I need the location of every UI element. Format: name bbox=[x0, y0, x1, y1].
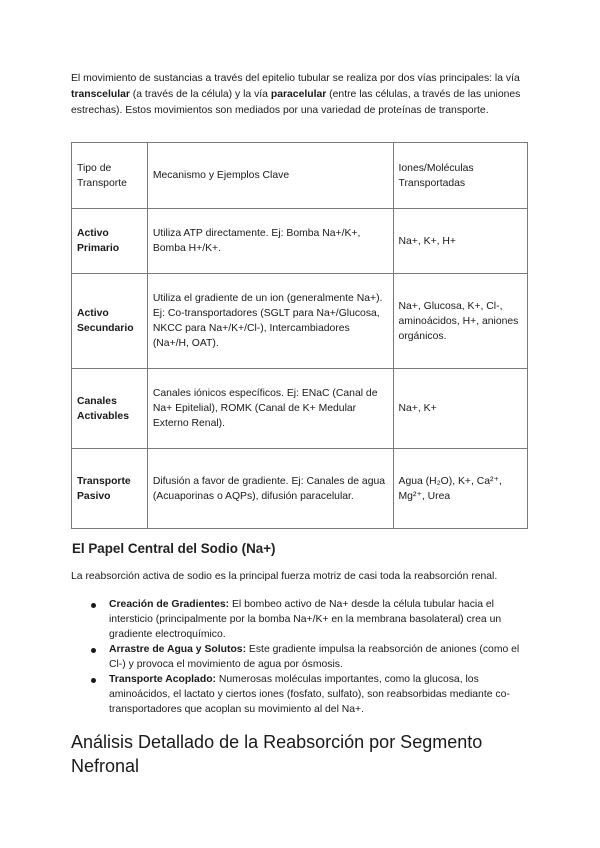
intro-bold-transcelular: transcelular bbox=[71, 89, 130, 100]
transport-table bbox=[71, 142, 528, 529]
row-mechanism: Canales iónicos específicos. Ej: ENaC (Canal de Na+ Epitelial), ROMK (Canal de K+ Medular Externo Renal). bbox=[147, 369, 393, 449]
list-item bbox=[71, 672, 529, 717]
intro-paragraph bbox=[71, 71, 529, 119]
bullet-text: Este gradiente impulsa la reabsorción de aniones (como el Cl-) y provoca el movimiento de agua por ósmosis. bbox=[109, 644, 520, 670]
sodium-bullet-list bbox=[71, 597, 529, 717]
table-row bbox=[72, 274, 528, 369]
header-cell-iones: Iones/Moléculas Transportadas bbox=[393, 143, 527, 209]
row-ions: Na+, K+, H+ bbox=[393, 209, 527, 274]
row-mechanism: Utiliza ATP directamente. Ej: Bomba Na+/K+, Bomba H+/K+. bbox=[147, 209, 393, 274]
table-row bbox=[72, 369, 528, 449]
bullet-text: El bombeo activo de Na+ desde la célula tubular hacia el intersticio (principalmente por la bomba Na+/K+ en la membrana basolateral) crea un gradiente electroquímico. bbox=[109, 599, 502, 640]
sodium-heading: El Papel Central del Sodio (Na+) bbox=[72, 541, 276, 556]
sodium-lead-paragraph: La reabsorción activa de sodio es la principal fuerza motriz de casi toda la reabsorción renal. bbox=[71, 571, 498, 582]
header-cell-mecanismo: Mecanismo y Ejemplos Clave bbox=[147, 143, 393, 209]
row-type: Canales Activables bbox=[72, 369, 148, 449]
intro-text-2: (a través de la célula) y la vía bbox=[129, 89, 271, 100]
table-row bbox=[72, 209, 528, 274]
row-type: Activo Secundario bbox=[72, 274, 148, 369]
row-ions: Agua (H₂O), K+, Ca²⁺, Mg²⁺, Urea bbox=[393, 449, 527, 529]
bullet-text: Numerosas moléculas importantes, como la glucosa, los aminoácidos, el lactato y ciertos iones (fosfato, sulfato), son reabsorbidas mediante co-transportadores que acoplan su movimiento al del Na+. bbox=[109, 674, 510, 715]
row-type: Activo Primario bbox=[72, 209, 148, 274]
bullet-term: Creación de Gradientes: bbox=[109, 599, 230, 610]
header-cell-tipo: Tipo de Transporte bbox=[72, 143, 148, 209]
intro-bold-paracelular: paracelular bbox=[270, 89, 327, 100]
bullet-icon bbox=[91, 648, 96, 653]
row-type: Transporte Pasivo bbox=[72, 449, 148, 529]
list-item bbox=[71, 642, 529, 672]
table-header-row bbox=[72, 143, 528, 209]
bullet-icon bbox=[91, 603, 96, 608]
bullet-term: Transporte Acoplado: bbox=[109, 674, 216, 685]
list-item bbox=[71, 597, 529, 642]
row-ions: Na+, K+ bbox=[393, 369, 527, 449]
intro-text-1: El movimiento de sustancias a través del epitelio tubular se realiza por dos vías principales: la vía bbox=[71, 73, 520, 84]
intro-text-3: (entre las células, a través de las uniones estrechas). Estos movimientos son mediados por una variedad de proteínas de transporte. bbox=[71, 89, 521, 116]
section-heading: Análisis Detallado de la Reabsorción por Segmento Nefronal bbox=[71, 732, 483, 776]
row-ions: Na+, Glucosa, K+, Cl-, aminoácidos, H+, aniones orgánicos. bbox=[393, 274, 527, 369]
bullet-term: Arrastre de Agua y Solutos: bbox=[109, 644, 247, 655]
row-mechanism: Difusión a favor de gradiente. Ej: Canales de agua (Acuaporinas o AQPs), difusión paracelular. bbox=[147, 449, 393, 529]
bullet-icon bbox=[91, 678, 96, 683]
table-row bbox=[72, 449, 528, 529]
row-mechanism: Utiliza el gradiente de un ion (generalmente Na+). Ej: Co-transportadores (SGLT para Na+/Glucosa, NKCC para Na+/K+/Cl-), Intercambiadores (Na+/H, OAT). bbox=[147, 274, 393, 369]
